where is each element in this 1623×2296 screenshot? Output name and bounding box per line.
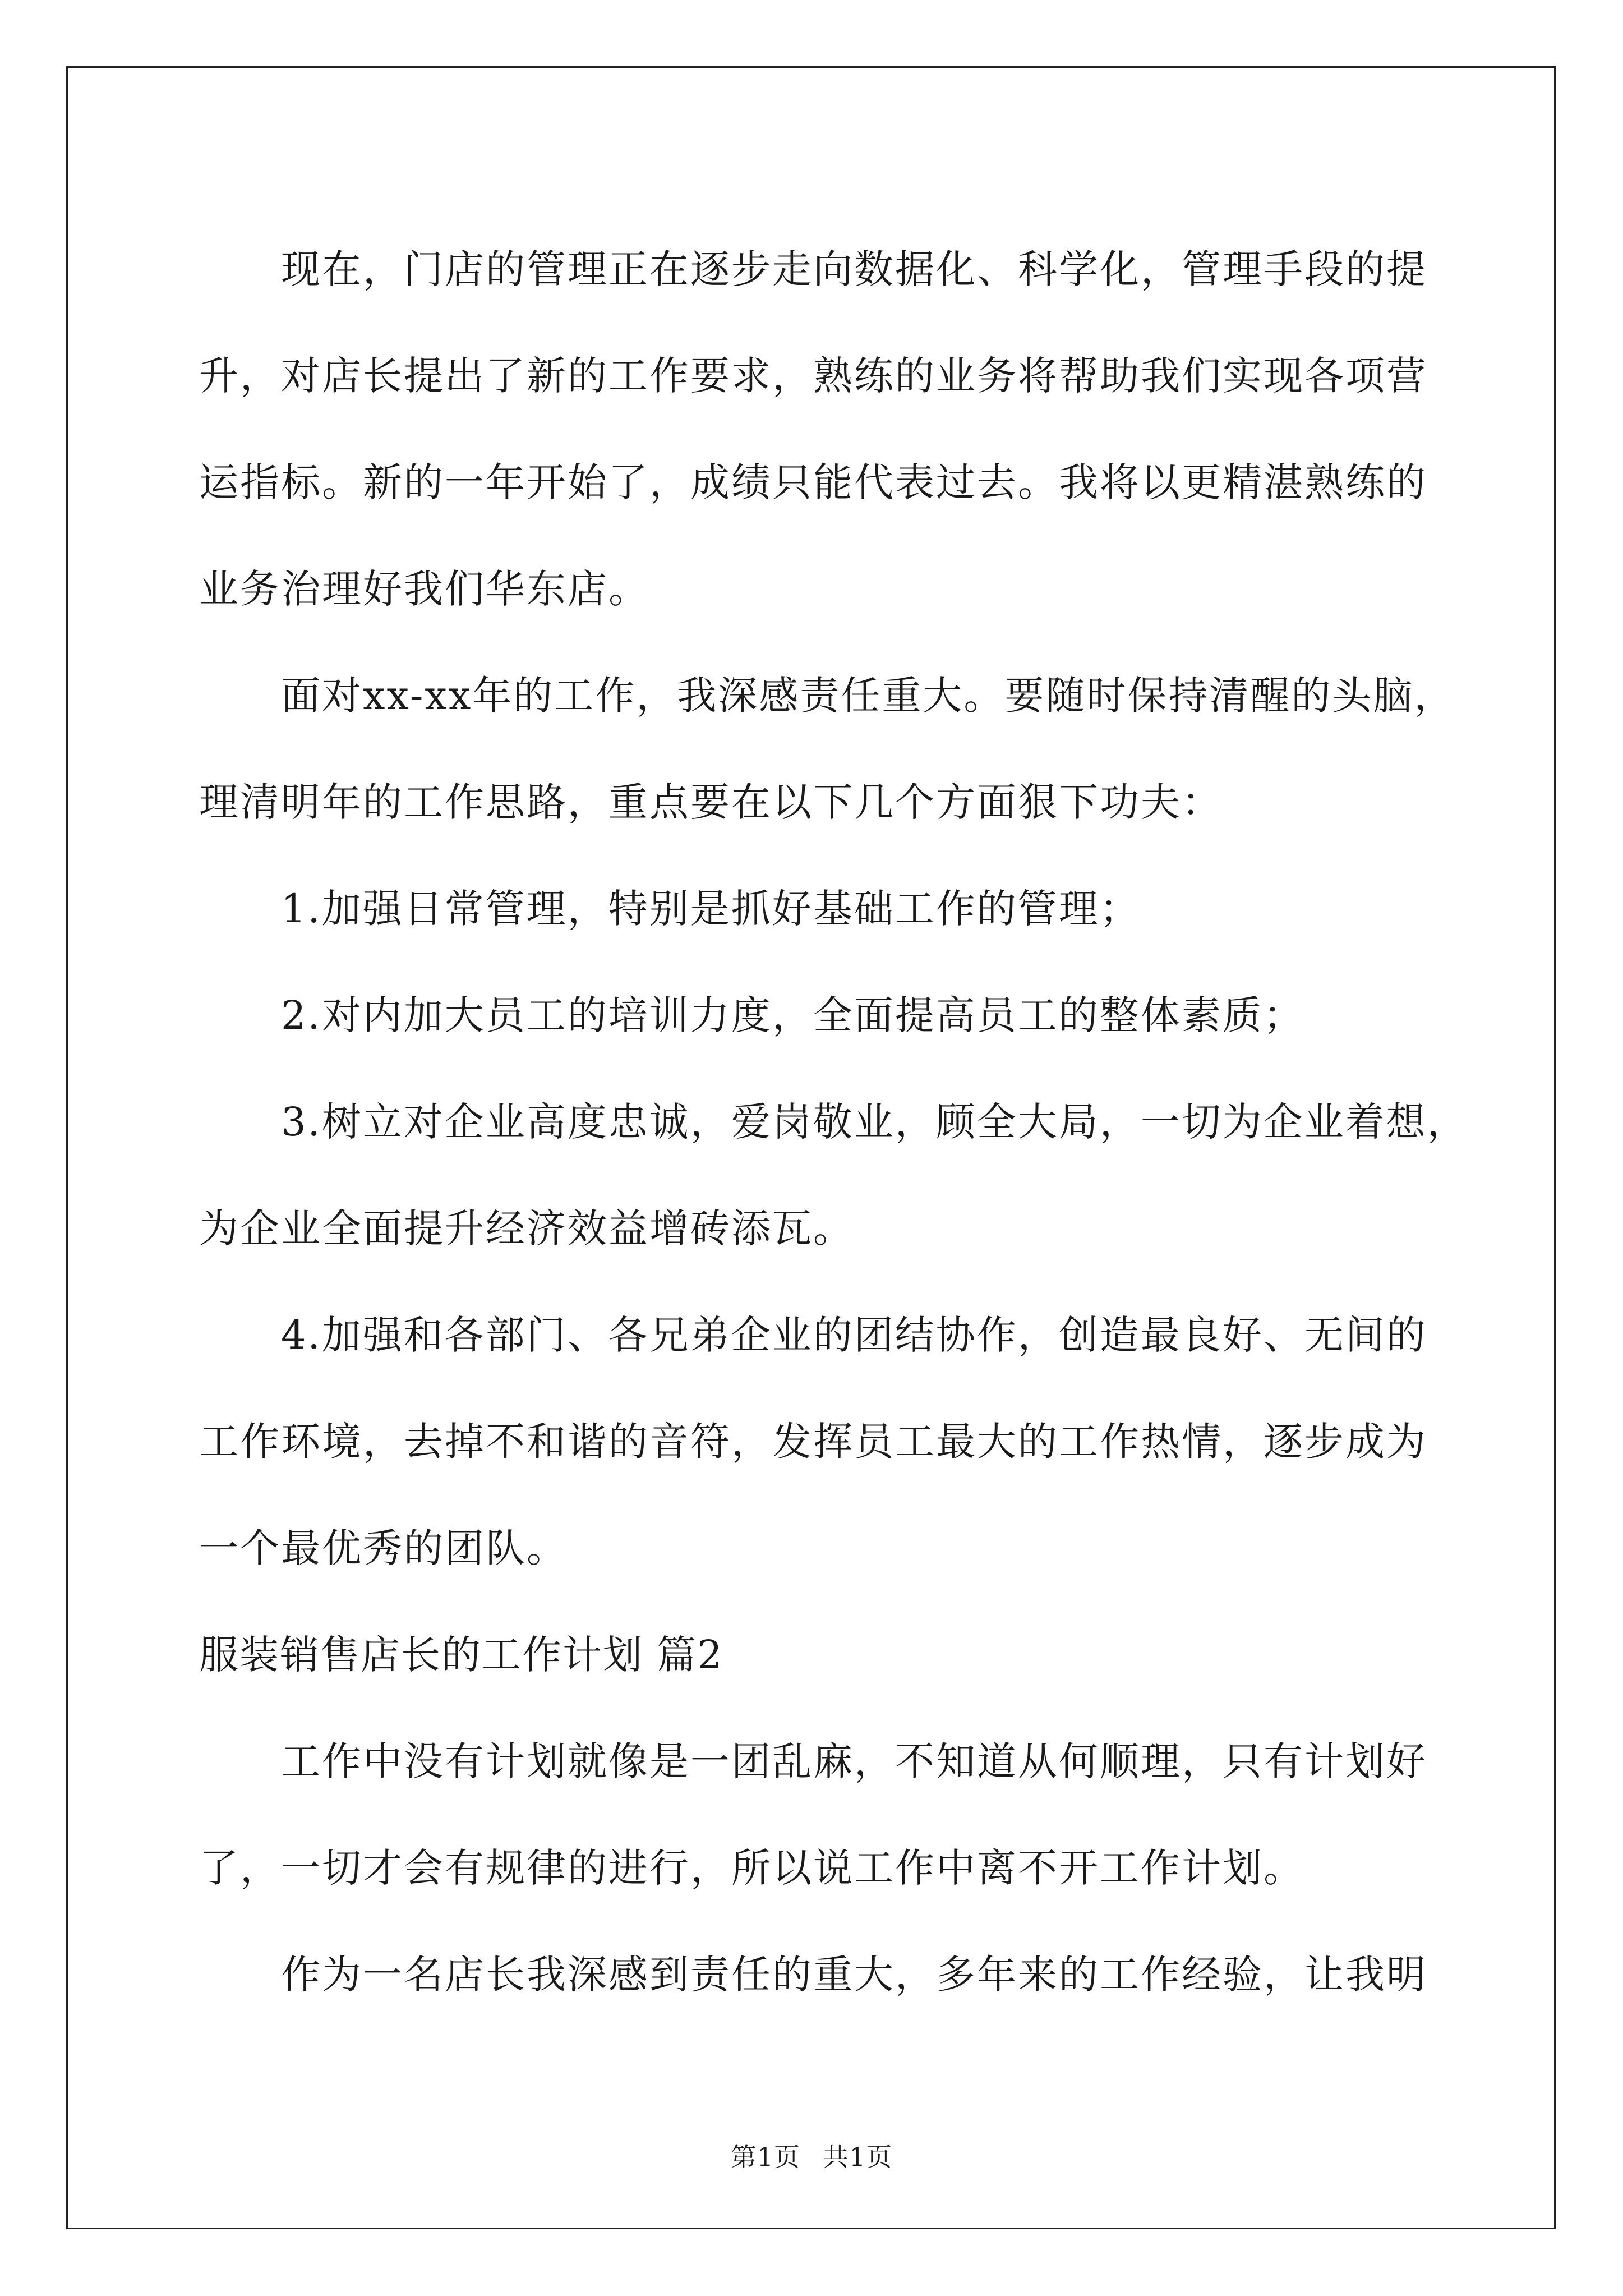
paragraph-line: 作为一名店长我深感到责任的重大，多年来的工作经验，让我明 bbox=[281, 1952, 1427, 1998]
paragraph-line: 面对xx-xx年的工作，我深感责任重大。要随时保持清醒的头脑， bbox=[281, 673, 1455, 719]
paragraph-line: 理清明年的工作思路，重点要在以下几个方面狠下功夫： bbox=[199, 779, 1223, 825]
list-item-4-continued: 一个最优秀的团队。 bbox=[199, 1525, 568, 1571]
paragraph-line: 业务治理好我们华东店。 bbox=[199, 566, 649, 612]
list-item-1: 1.加强日常管理，特别是抓好基础工作的管理； bbox=[281, 886, 1141, 932]
list-item-3: 3.树立对企业高度忠诚，爱岗敬业，顾全大局，一切为企业着想， bbox=[281, 1099, 1468, 1145]
paragraph-line: 了，一切才会有规律的进行，所以说工作中离不开工作计划。 bbox=[199, 1845, 1304, 1891]
document-body bbox=[199, 216, 1468, 2028]
list-item-2: 2.对内加大员工的培训力度，全面提高员工的整体素质； bbox=[281, 992, 1304, 1038]
paragraph-line: 工作中没有计划就像是一团乱麻，不知道从何顺理，只有计划好 bbox=[281, 1738, 1427, 1784]
page-footer bbox=[0, 2140, 1623, 2174]
paragraph-line: 升，对店长提出了新的工作要求，熟练的业务将帮助我们实现各项营 bbox=[199, 353, 1427, 399]
list-item-4-continued: 工作环境，去掉不和谐的音符，发挥员工最大的工作热情，逐步成为 bbox=[199, 1419, 1427, 1465]
page-number-total: 共1页 bbox=[823, 2142, 893, 2172]
paragraph-line: 现在，门店的管理正在逐步走向数据化、科学化，管理手段的提 bbox=[281, 246, 1427, 292]
paragraph-line: 运指标。新的一年开始了，成绩只能代表过去。我将以更精湛熟练的 bbox=[199, 459, 1427, 505]
list-item-4: 4.加强和各部门、各兄弟企业的团结协作，创造最良好、无间的 bbox=[281, 1312, 1427, 1358]
page-number-current: 第1页 bbox=[730, 2142, 800, 2172]
list-item-3-continued: 为企业全面提升经济效益增砖添瓦。 bbox=[199, 1205, 854, 1251]
section-heading: 服装销售店长的工作计划 篇2 bbox=[199, 1632, 723, 1678]
